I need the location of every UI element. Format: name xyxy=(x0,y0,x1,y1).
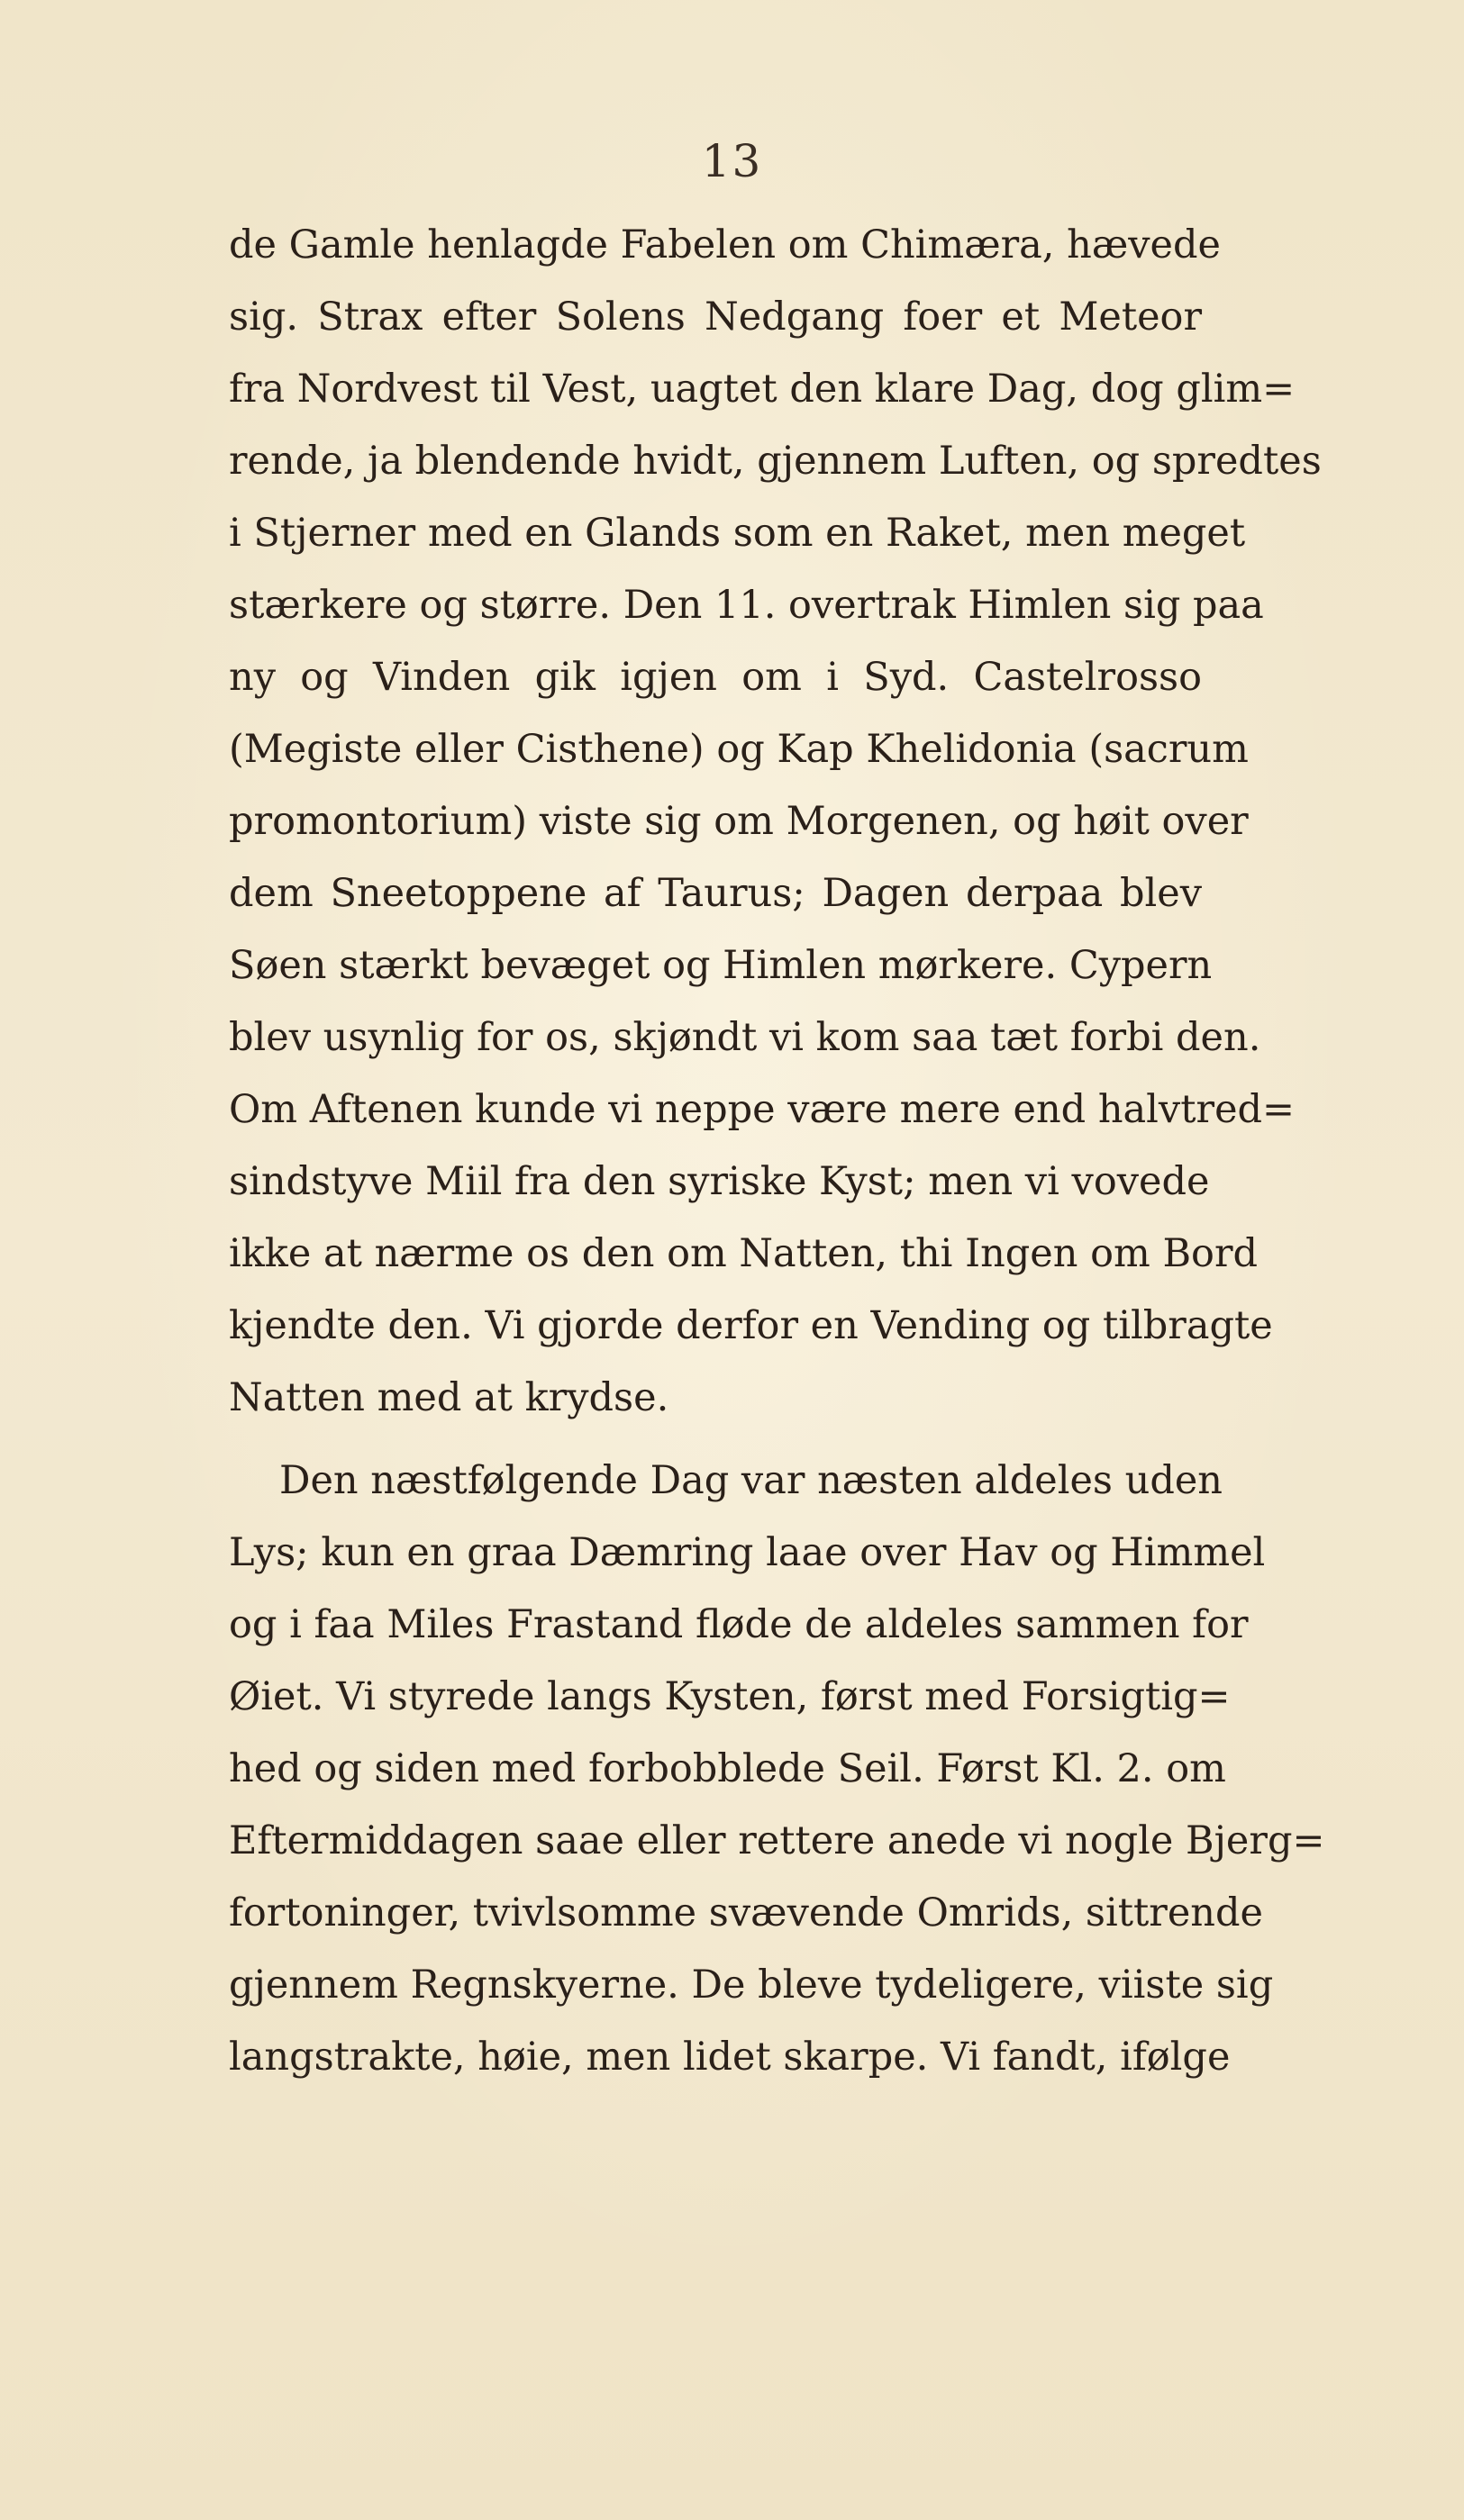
text-line: promontorium) viste sig om Morgenen, og høit over xyxy=(229,799,1249,844)
text-line: de Gamle henlagde Fabelen om Chimæra, hævede xyxy=(229,222,1221,267)
paragraph-gap xyxy=(229,1434,1202,1445)
text-line: rende, ja blendende hvidt, gjennem Luften, og spredtes xyxy=(229,439,1322,484)
text-line: dem Sneetoppene af Taurus; Dagen derpaa blev xyxy=(229,871,1202,916)
text-line: Eftermiddagen saae eller rettere anede vi nogle Bjerg= xyxy=(229,1818,1325,1863)
text-line: gjennem Regnskyerne. De bleve tydeligere, viiste sig xyxy=(229,1963,1274,2008)
text-line: ny og Vinden gik igjen om i Syd. Castelrosso xyxy=(229,655,1202,700)
text-line: fra Nordvest til Vest, uagtet den klare Dag, dog glim= xyxy=(229,367,1296,412)
text-line: Søen stærkt bevæget og Himlen mørkere. Cypern xyxy=(229,943,1213,988)
text-line: og i faa Miles Frastand fløde de aldeles sammen for xyxy=(229,1602,1249,1647)
text-line: hed og siden med forbobblede Seil. Først Kl. 2. om xyxy=(229,1746,1226,1791)
text-line: fortoninger, tvivlsomme svævende Omrids, sittrende xyxy=(229,1890,1263,1935)
body-text xyxy=(229,209,1325,2093)
text-line: (Megiste eller Cisthene) og Kap Khelidonia (sacrum xyxy=(229,727,1249,772)
page-number: 13 xyxy=(701,135,763,187)
text-line: ikke at nærme os den om Natten, thi Ingen om Bord xyxy=(229,1231,1259,1276)
text-line: Lys; kun en graa Dæmring laae over Hav og Himmel xyxy=(229,1530,1266,1575)
text-line: langstrakte, høie, men lidet skarpe. Vi fandt, ifølge xyxy=(229,2035,1231,2080)
text-line: Den næstfølgende Dag var næsten aldeles uden xyxy=(279,1458,1223,1503)
text-line: kjendte den. Vi gjorde derfor en Vending og tilbragte xyxy=(229,1303,1273,1348)
text-line: Om Aftenen kunde vi neppe være mere end halvtred= xyxy=(229,1087,1296,1132)
text-line: sig. Strax efter Solens Nedgang foer et Meteor xyxy=(229,295,1202,340)
text-line: i Stjerner med en Glands som en Raket, men meget xyxy=(229,511,1246,556)
text-line: Natten med at krydse. xyxy=(229,1375,669,1420)
text-line: blev usynlig for os, skjøndt vi kom saa tæt forbi den. xyxy=(229,1015,1261,1060)
text-line: sindstyve Miil fra den syriske Kyst; men vi vovede xyxy=(229,1159,1210,1204)
text-line: stærkere og større. Den 11. overtrak Himlen sig paa xyxy=(229,583,1264,628)
text-line: Øiet. Vi styrede langs Kysten, først med Forsigtig= xyxy=(229,1674,1231,1719)
